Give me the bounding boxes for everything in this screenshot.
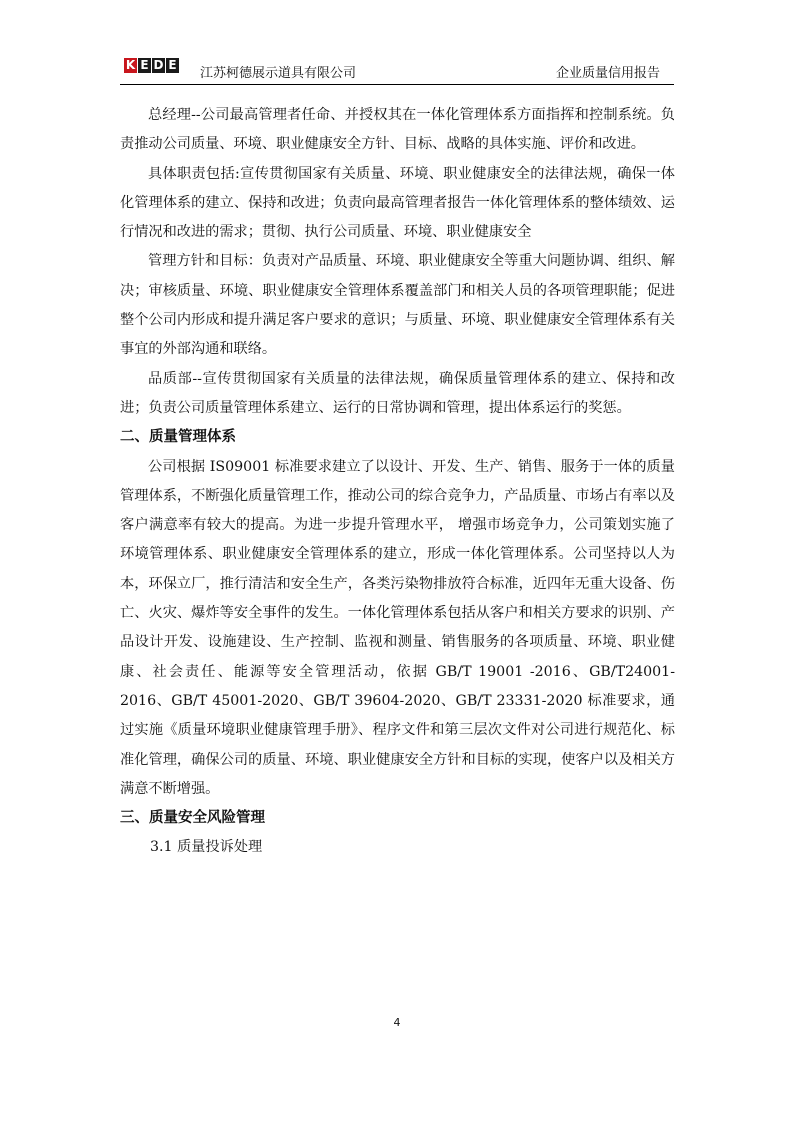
section-heading-quality-system: 二、质量管理体系 (120, 429, 236, 446)
subsection-heading-complaints: 3.1 质量投诉处理 (150, 839, 263, 856)
page-number: 4 (393, 1016, 401, 1029)
logo-letter: E (166, 58, 179, 73)
kede-logo (124, 58, 179, 73)
paragraph-general-manager: 总经理--公司最高管理者任命、并授权其在一体化管理体系方面指挥和控制系统。负责推动公司质量、环境、职业健康安全方针、目标、战略的具体实施、评价和改进。 (120, 107, 675, 153)
logo-letter: E (138, 58, 151, 73)
document-body (120, 101, 675, 863)
paragraph-quality-department: 品质部--宣传贯彻国家有关质量的法律法规，确保质量管理体系的建立、保持和改进；负责公司质量管理体系建立、运行的日常协调和管理，提出体系运行的奖惩。 (120, 370, 675, 416)
paragraph-management-policy: 管理方针和目标：负责对产品质量、环境、职业健康安全等重大问题协调、组织、解决；审核质量、环境、职业健康安全管理体系覆盖部门和相关人员的各项管理职能；促进整个公司内形成和提升满足客户要求的意识；与质量、环境、职业健康安全管理体系有关事宜的外部沟通和联络。 (120, 253, 675, 358)
paragraph-duties: 具体职责包括:宣传贯彻国家有关质量、环境、职业健康安全的法律法规，确保一体化管理体系的建立、保持和改进；负责向最高管理者报告一体化管理体系的整体绩效、运行情况和改进的需求；贯彻、执行公司质量、环境、职业健康安全 (120, 165, 675, 241)
page-header (120, 58, 674, 85)
logo-letter: K (125, 58, 136, 72)
company-name: 江苏柯德展示道具有限公司 (200, 66, 357, 81)
report-title: 企业质量信用报告 (555, 66, 660, 81)
logo-letter: D (153, 58, 164, 72)
section-heading-risk-management: 三、质量安全风险管理 (120, 810, 265, 827)
paragraph-quality-system: 公司根据 IS09001 标准要求建立了以设计、开发、生产、销售、服务于一体的质量管理体系，不断强化质量管理工作，推动公司的综合竞争力，产品质量、市场占有率以及客户满意率有较大的提高。为进一步提升管理水平， 增强市场竞争力，公司策划实施了环境管理体系、职业健康安全管理体系的建立，形成一体化管理体系。公司坚持以人为本，环保立厂，推行清洁和安全生产，各类污染物排放符合标准，近四年无重大设备、伤亡、火灾、爆炸等安全事件的发生。一体化管理体系包括从客户和相关方要求的识别、产品设计开发、设施建设、生产控制、监视和测量、销售服务的各项质量、环境、职业健康、社会责任、能源等安全管理活动，依据 GB/T 19001 -2016、GB/T24001-2016、GB/T 45001-2020、GB/T 39604-2020、GB/T 23331-2020 标准要求，通过实施《质量环境职业健康管理手册》、程序文件和第三层次文件对公司进行规范化、标准化管理，确保公司的质量、环境、职业健康安全方针和目标的实现，使客户以及相关方满意不断增强。 (120, 458, 675, 797)
